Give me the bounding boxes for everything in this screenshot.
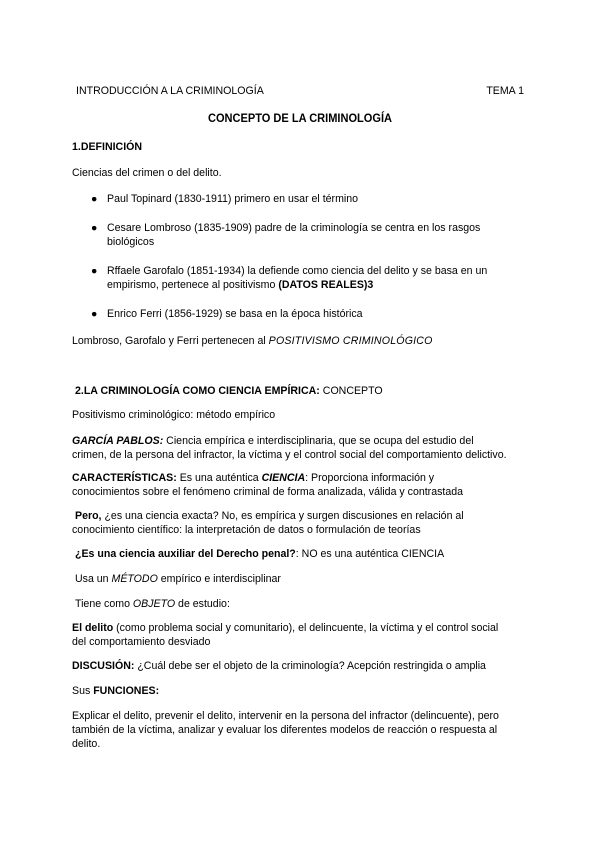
emphasis-datos-reales: (DATOS REALES)3	[278, 279, 374, 291]
page-title: CONCEPTO DE LA CRIMINOLOGÍA	[207, 111, 392, 125]
paragraph: El delito (como problema social y comunitario), el delincuente, la víctima y el control social del comportamiento desviado	[72, 622, 499, 648]
paragraph: Positivismo criminológico: método empírico	[72, 409, 276, 421]
bullet-icon: ●	[91, 193, 98, 205]
list-item: ● Rffaele Garofalo (1851-1934) la defiende como ciencia del delito y se basa en un empirismo, pertenece al positivismo (DATOS REALES)3	[91, 265, 488, 291]
section2-heading: 2.LA CRIMINOLOGÍA COMO CIENCIA EMPÍRICA: CONCEPTO	[75, 385, 383, 397]
paragraph: ¿Es una ciencia auxiliar del Derecho penal?: NO es una auténtica CIENCIA	[75, 548, 445, 560]
paragraph: GARCÍA PABLOS: Ciencia empírica e interdisciplinaria, que se ocupa del estudio del crimen, de la persona del infractor, la víctima y el control social del comportamiento delictivo.	[72, 435, 507, 461]
paragraph: Pero, ¿es una ciencia exacta? No, es empírica y surgen discusiones en relación al conocimiento científico: la interpretación de datos o formulación de teorías	[72, 510, 464, 536]
paragraph: DISCUSIÓN: ¿Cuál debe ser el objeto de la criminología? Acepción restringida o amplia	[72, 660, 486, 672]
list-item: ● Cesare Lombroso (1835-1909) padre de la criminología se centra en los rasgos biológicos	[91, 222, 481, 248]
section1-closing: Lombroso, Garofalo y Ferri pertenecen al POSITIVISMO CRIMINOLÓGICO	[72, 335, 433, 347]
paragraph: Usa un MÉTODO empírico e interdisciplinar	[75, 573, 281, 585]
positivismo-criminologico: POSITIVISMO CRIMINOLÓGICO	[268, 335, 433, 347]
list-item: ● Enrico Ferri (1856-1929) se basa en la época histórica	[91, 308, 363, 320]
bullet-icon: ●	[91, 308, 98, 320]
section1-heading: 1.DEFINICIÓN	[72, 141, 143, 153]
paragraph: Explicar el delito, prevenir el delito, intervenir en la persona del infractor (delincuente), pero también de la víctima, analizar y evaluar los diferentes modelos de reacción o respuesta al delito.	[72, 710, 499, 750]
paragraph: CARACTERÍSTICAS: Es una auténtica CIENCIA: Proporciona información y conocimientos sobre el fenómeno criminal de forma analizada, válida y contrastada	[72, 472, 464, 498]
header-course: INTRODUCCIÓN A LA CRIMINOLOGÍA	[76, 85, 264, 97]
paragraph: Sus FUNCIONES:	[72, 685, 160, 697]
list-item: ● Paul Topinard (1830-1911) primero en usar el término	[91, 193, 359, 205]
header-topic: TEMA 1	[486, 85, 524, 97]
bullet-icon: ●	[91, 222, 98, 234]
bullet-icon: ●	[91, 265, 98, 277]
paragraph: Tiene como OBJETO de estudio:	[75, 598, 230, 610]
section1-intro: Ciencias del crimen o del delito.	[72, 167, 222, 179]
